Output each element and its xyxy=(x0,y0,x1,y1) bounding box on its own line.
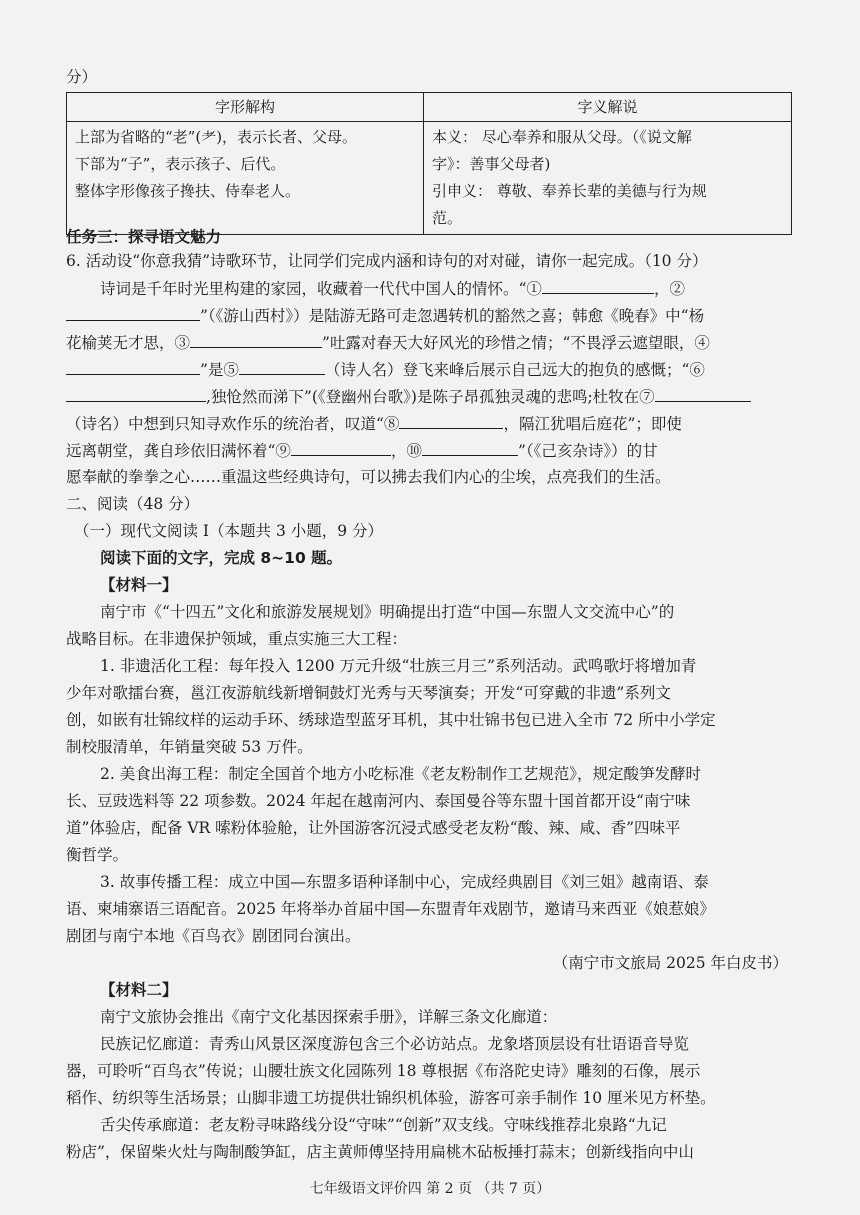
material1-line: 长、豆豉选料等 22 项参数。2024 年起在越南河内、泰国曼谷等东盟十国首都开设“南宁味 xyxy=(66,792,691,810)
page-footer: 七年级语文评价四 第 2 页 （共 7 页） xyxy=(309,1181,551,1197)
material1-line: 战略目标。在非遗保护领域，重点实施三大工程： xyxy=(66,630,408,648)
character-analysis-table xyxy=(66,92,792,235)
poem-paragraph-line xyxy=(66,358,705,381)
material1-line: 2. 美食出海工程：制定全国首个地方小吃标准《老友粉制作工艺规范》，规定酸笋发酵时 xyxy=(100,765,701,783)
poem-text: 远离朝堂，龚自珍依旧满怀着“⑨ xyxy=(66,442,291,460)
answer-blank-10[interactable] xyxy=(422,439,518,456)
table-line: 引申义： 尊敬、奉养长辈的美德与行为规 xyxy=(432,182,707,200)
answer-blank-7[interactable] xyxy=(655,385,751,402)
table-line: 整体字形像孩子搀扶、侍奉老人。 xyxy=(75,182,301,200)
answer-blank-4[interactable] xyxy=(66,358,200,375)
poem-paragraph-line: 愿奉献的拳拳之心……重温这些经典诗句，可以拂去我们内心的尘埃，点亮我们的生活。 xyxy=(66,468,671,486)
table-header-row xyxy=(67,93,792,122)
table-header-left: 字形解构 xyxy=(67,93,424,122)
poem-paragraph-line xyxy=(66,331,710,354)
poem-text: ，隔江犹唱后庭花”；即使 xyxy=(503,415,682,433)
meaning-cell xyxy=(424,122,792,235)
material1-line: 道”体验店，配备 VR 嗦粉体验舱，让外国游客沉浸式感受老友粉“酸、辣、咸、香”四味平 xyxy=(66,819,681,837)
material2-label: 【材料二】 xyxy=(100,981,178,999)
poem-paragraph-line xyxy=(66,304,704,327)
poem-text: 诗词是千年时光里构建的家园，收藏着一代代中国人的情怀。“① xyxy=(100,280,542,298)
poem-paragraph-line xyxy=(66,439,658,462)
poem-paragraph-line xyxy=(66,385,751,408)
material1-line: 少年对歌擂台赛，邕江夜游航线新增铜鼓灯光秀与天琴演奏；开发“可穿戴的非遗”系列文 xyxy=(66,684,671,702)
material1-line: 语、柬埔寨语三语配音。2025 年将举办首届中国—东盟青年戏剧节，邀请马来西亚《娘惹娘》 xyxy=(66,900,715,918)
task3-title: 任务三：探寻语文魅力 xyxy=(66,228,222,246)
poem-paragraph-line xyxy=(66,412,682,435)
poem-text: （诗名）中想到只知寻欢作乐的统治者，叹道“⑧ xyxy=(66,415,400,433)
material1-label: 【材料一】 xyxy=(100,576,178,594)
answer-blank-3[interactable] xyxy=(190,331,322,348)
poem-text: ，⑩ xyxy=(390,442,422,460)
answer-blank-6[interactable] xyxy=(66,385,206,402)
answer-blank-1[interactable] xyxy=(542,277,654,294)
material2-line: 粉店”，保留柴火灶与陶制酸笋缸，店主黄师傅坚持用扁桃木砧板捶打蒜末；创新线指向中山 xyxy=(66,1143,694,1161)
table-line: 范。 xyxy=(432,209,463,227)
question-score-fragment: 分） xyxy=(66,68,98,86)
table-line: 上部为省略的“老”(⺹)，表示长者、父母。 xyxy=(75,128,358,146)
material2-line: 舌尖传承廊道：老友粉寻味路线分设“守味”“创新”双支线。守味线推荐北泉路“九记 xyxy=(100,1116,667,1134)
section2-title: 二、阅读（48 分） xyxy=(66,495,200,513)
poem-text: ，② xyxy=(653,280,685,298)
material1-line: 3. 故事传播工程：成立中国—东盟多语种译制中心，完成经典剧目《刘三姐》越南语、泰 xyxy=(100,873,709,891)
material2-line: 南宁文旅协会推出《南宁文化基因探索手册》，详解三条文化廊道： xyxy=(100,1008,558,1026)
poem-paragraph-line xyxy=(100,277,685,300)
poem-text: ”（《己亥杂诗》）的甘 xyxy=(517,442,658,460)
table-header-right: 字义解说 xyxy=(424,93,792,122)
material1-line: 创，如嵌有壮锦纹样的运动手环、绣球造型蓝牙耳机，其中壮锦书包已进入全市 72 所中小学定 xyxy=(66,711,716,729)
question-6: 6. 活动设“你意我猜”诗歌环节，让同学们完成内涵和诗句的对对碰，请你一起完成。（10 分） xyxy=(66,252,708,270)
poem-text: （诗人名）登飞来峰后展示自己远大的抱负的感慨；“⑥ xyxy=(324,361,705,379)
answer-blank-2[interactable] xyxy=(66,304,200,321)
table-line: 下部为“子”，表示孩子、后代。 xyxy=(75,155,286,173)
material1-line: 1. 非遗活化工程：每年投入 1200 万元升级“壮族三月三”系列活动。武鸣歌圩将增加青 xyxy=(100,657,697,675)
glyph-structure-cell xyxy=(67,122,424,235)
answer-blank-5[interactable] xyxy=(239,358,325,375)
poem-text: 花榆荚无才思，③ xyxy=(66,334,191,352)
table-line: 本义： 尽心奉养和服从父母。（《说文解 xyxy=(432,128,692,146)
answer-blank-8[interactable] xyxy=(399,412,503,429)
material1-line: 衡哲学。 xyxy=(66,846,129,864)
reading-instruction: 阅读下面的文字，完成 8~10 题。 xyxy=(100,549,343,567)
poem-text: ”是⑤ xyxy=(200,361,239,379)
poem-text: ”吐露对春天大好风光的珍惜之情；“不畏浮云遮望眼，④ xyxy=(322,334,710,352)
table-row xyxy=(67,122,792,235)
answer-blank-9[interactable] xyxy=(291,439,391,456)
material1-line: 南宁市《“十四五”文化和旅游发展规划》明确提出打造“中国—东盟人文交流中心”的 xyxy=(100,603,675,621)
poem-text: ”（《游山西村》）是陆游无路可走忽遇转机的豁然之喜；韩愈《晚春》中“杨 xyxy=(200,307,705,325)
section2-subtitle: （一）现代文阅读 I（本题共 3 小题，9 分） xyxy=(74,522,384,540)
material2-line: 稻作、纺织等生活场景；山脚非遗工坊提供壮锦织机体验，游客可亲手制作 10 厘米见方杯垫。 xyxy=(66,1089,716,1107)
material2-line: 器，可聆听“百鸟衣”传说；山腰壮族文化园陈列 18 尊根据《布洛陀史诗》雕刻的石像，展示 xyxy=(66,1062,701,1080)
material1-source: （南宁市文旅局 2025 年白皮书） xyxy=(552,954,788,972)
material2-line: 民族记忆廊道：青秀山风景区深度游包含三个必访站点。龙象塔顶层设有壮语语音导览 xyxy=(100,1035,690,1053)
material1-line: 制校服清单，年销量突破 53 万件。 xyxy=(66,738,313,756)
table-line: 字》：善事父母者) xyxy=(432,155,551,173)
material1-line: 剧团与南宁本地《百鸟衣》剧团同台演出。 xyxy=(66,927,361,945)
poem-text: ,独怆然而涕下”(《登幽州台歌》)是陈子昂孤独灵魂的悲鸣;杜牧在⑦ xyxy=(206,388,655,406)
